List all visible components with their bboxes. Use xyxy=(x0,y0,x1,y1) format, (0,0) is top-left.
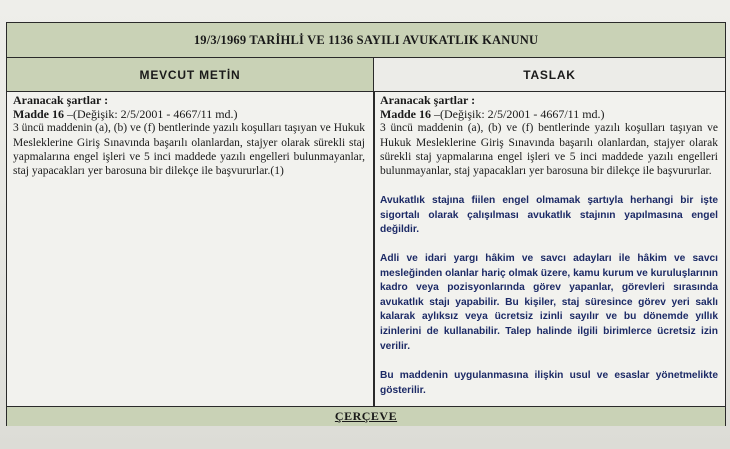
added-paragraph: Adli ve idari yargı hâkim ve savcı adayları ile hâkim ve savcı mesleğinden olanlar hariç olmak üzere, kamu kurum ve kuruluşlarının kadro veya pozisyonlarında görev yapanlar, görevleri sırasında avukatlık stajı yapabilir. Bu kişiler, staj süresince görev yeri saklı kalarak aylıksız veya ücretsiz izinli sayılır ve bu dönemde yıllık izinlerini de kullanabilir. Talep halinde ilgili birimlerce ücretsiz izin verilir. xyxy=(380,253,718,352)
article-heading xyxy=(13,107,365,121)
section-title: Aranacak şartlar : xyxy=(13,93,109,107)
article-amendment: –(Değişik: 2/5/2001 - 4667/11 md.) xyxy=(431,107,605,122)
article-label: Madde 16 xyxy=(13,107,64,122)
article-label: Madde 16 xyxy=(380,107,431,122)
draft-column xyxy=(380,93,718,398)
comparison-table xyxy=(6,22,726,426)
added-paragraph: Bu maddenin uygulanmasına ilişkin usul ve esaslar yönetmelikte gösterilir. xyxy=(380,370,718,396)
article-paragraph: 3 üncü maddenin (a), (b) ve (f) bentlerinde yazılı koşulları taşıyan ve Hukuk Mesleklerine Giriş Sınavında başarılı olanlardan, stajyer olarak sürekli staj yapmalarına engel işleri ve 5 inci maddede yazılı engelleri bulunmayanlar, staj yapacakları yer barosuna bir dilekçe ile başvururlar.(1) xyxy=(13,122,365,178)
draft-header: TASLAK xyxy=(374,58,725,91)
article-heading xyxy=(380,107,718,121)
current-text-header: MEVCUT METİN xyxy=(7,58,374,91)
article-amendment: –(Değişik: 2/5/2001 - 4667/11 md.) xyxy=(64,107,238,122)
added-paragraph: Avukatlık stajına fiilen engel olmamak şartıyla herhangi bir işte sigortalı olarak çalışılması avukatlık stajının yapılmasına engel değildir. xyxy=(380,195,718,236)
article-paragraph: 3 üncü maddenin (a), (b) ve (f) bentlerinde yazılı koşulları taşıyan ve Hukuk Mesleklerine Giriş Sınavında başarılı olanlardan, stajyer olarak sürekli staj yapmalarına engel işleri ve 5 inci maddede yazılı engelleri bulunmayanlar, staj yapacakları yer barosuna bir dilekçe ile başvururlar. xyxy=(380,122,718,178)
current-text-column xyxy=(13,93,365,178)
frame-footer: ÇERÇEVE xyxy=(7,406,725,426)
column-divider xyxy=(373,91,375,406)
column-header-row xyxy=(7,58,725,92)
section-title: Aranacak şartlar : xyxy=(380,93,476,107)
law-title: 19/3/1969 TARİHLİ VE 1136 SAYILI AVUKATLIK KANUNU xyxy=(7,23,725,58)
